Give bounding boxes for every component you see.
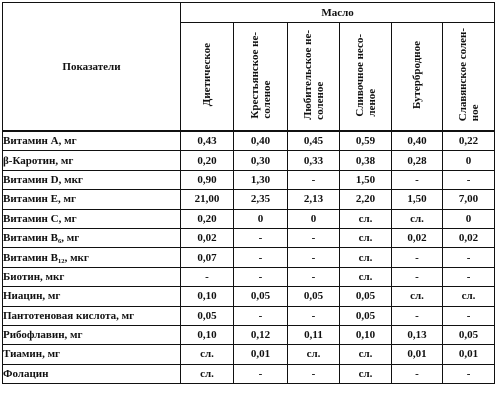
table-cell: 0,01 (392, 345, 443, 364)
row-label: Ниацин, мг (3, 287, 181, 306)
table-cell: - (234, 228, 288, 247)
table-cell: - (288, 170, 340, 189)
table-row (3, 248, 495, 267)
row-label: Витамин Е, мг (3, 190, 181, 209)
table-cell: 0,13 (392, 325, 443, 344)
table-cell: 0,20 (181, 151, 234, 170)
column-header (288, 23, 340, 132)
column-header-label: Любительское не- соленое (301, 30, 326, 120)
table-cell: 0,01 (234, 345, 288, 364)
table-cell: 0,10 (340, 325, 392, 344)
group-header-butter: Масло (181, 3, 495, 23)
table-cell: - (288, 248, 340, 267)
column-header (340, 23, 392, 132)
column-header-label: Диетическое (201, 43, 213, 107)
row-label: Рибофлавин, мг (3, 325, 181, 344)
row-label: Витамин B₆, мг (3, 228, 181, 247)
table-cell: сл. (443, 287, 495, 306)
table-cell: сл. (392, 209, 443, 228)
table-row (3, 151, 495, 170)
table-cell: - (392, 267, 443, 286)
table-cell: сл. (181, 364, 234, 383)
table-cell: 0,59 (340, 131, 392, 151)
column-header-label: Славянское солен- ное (456, 28, 481, 122)
table-cell: 0,12 (234, 325, 288, 344)
column-header (392, 23, 443, 132)
row-label: Фолацин (3, 364, 181, 383)
column-header (234, 23, 288, 132)
table-cell: 0 (443, 209, 495, 228)
table-cell: - (288, 267, 340, 286)
table-cell: 0,05 (234, 287, 288, 306)
table-cell: - (234, 248, 288, 267)
row-label: Тиамин, мг (3, 345, 181, 364)
table-cell: 2,35 (234, 190, 288, 209)
table-cell: - (392, 248, 443, 267)
table-cell: 0,30 (234, 151, 288, 170)
table-cell: - (443, 170, 495, 189)
table-cell: 0,05 (340, 287, 392, 306)
table-cell: 0,05 (181, 306, 234, 325)
table-cell: - (443, 364, 495, 383)
table-cell: 21,00 (181, 190, 234, 209)
table-cell: 7,00 (443, 190, 495, 209)
table-cell: сл. (181, 345, 234, 364)
column-header (443, 23, 495, 132)
table-cell: 0,10 (181, 325, 234, 344)
table-cell: 0,07 (181, 248, 234, 267)
table-cell: сл. (340, 248, 392, 267)
table-cell: сл. (340, 228, 392, 247)
row-label: Витамин С, мг (3, 209, 181, 228)
table-cell: 0,28 (392, 151, 443, 170)
table-row (3, 306, 495, 325)
table-cell: 0,02 (392, 228, 443, 247)
table-cell: 0,01 (443, 345, 495, 364)
table-cell: - (288, 228, 340, 247)
table-cell: 0,33 (288, 151, 340, 170)
table-row (3, 131, 495, 151)
table-row (3, 209, 495, 228)
table-cell: 0,05 (288, 287, 340, 306)
table-cell: 0,10 (181, 287, 234, 306)
table-cell: 0,90 (181, 170, 234, 189)
table-row (3, 170, 495, 189)
table-cell: 1,50 (340, 170, 392, 189)
table-cell: - (234, 267, 288, 286)
table-cell: сл. (340, 345, 392, 364)
table-cell: 0,05 (340, 306, 392, 325)
row-label: Витамин B₁₂, мкг (3, 248, 181, 267)
table-row (3, 190, 495, 209)
table-cell: 0,05 (443, 325, 495, 344)
table-cell: сл. (288, 345, 340, 364)
table-row (3, 364, 495, 383)
table-row (3, 287, 495, 306)
table-cell: 0,43 (181, 131, 234, 151)
table-cell: 2,13 (288, 190, 340, 209)
table-cell: сл. (340, 267, 392, 286)
row-label: Витамин А, мг (3, 131, 181, 151)
table-cell: - (392, 306, 443, 325)
column-header-label: Сливочное несо- леное (353, 33, 378, 117)
table-cell: 0,40 (234, 131, 288, 151)
table-cell: 0,45 (288, 131, 340, 151)
table-cell: - (443, 248, 495, 267)
table-cell: - (288, 364, 340, 383)
table-cell: 0 (288, 209, 340, 228)
table-cell: 0 (443, 151, 495, 170)
table-cell: 1,30 (234, 170, 288, 189)
table-cell: 0,02 (181, 228, 234, 247)
table-cell: 0,11 (288, 325, 340, 344)
table-cell: 1,50 (392, 190, 443, 209)
table-cell: - (181, 267, 234, 286)
row-label: Биотин, мкг (3, 267, 181, 286)
table-row (3, 325, 495, 344)
row-label: β-Каротин, мг (3, 151, 181, 170)
table-cell: - (288, 306, 340, 325)
table-cell: сл. (392, 287, 443, 306)
table-cell: 2,20 (340, 190, 392, 209)
table-cell: - (392, 364, 443, 383)
row-label: Пантотеновая кислота, мг (3, 306, 181, 325)
table-cell: - (443, 306, 495, 325)
table-cell: 0,02 (443, 228, 495, 247)
table-cell: сл. (340, 364, 392, 383)
table-row (3, 345, 495, 364)
table-cell: 0,40 (392, 131, 443, 151)
column-header-label: Крестьянское не- соленое (248, 31, 273, 119)
row-header-label: Показатели (3, 3, 181, 132)
column-header-label: Бутербродное (411, 41, 423, 109)
nutrient-table (2, 2, 495, 384)
table-row (3, 228, 495, 247)
table-body (3, 131, 495, 384)
table-cell: 0,22 (443, 131, 495, 151)
row-label: Витамин D, мкг (3, 170, 181, 189)
table-cell: - (234, 306, 288, 325)
table-cell: 0,38 (340, 151, 392, 170)
column-header (181, 23, 234, 132)
table-cell: сл. (340, 209, 392, 228)
table-cell: - (234, 364, 288, 383)
table-cell: 0 (234, 209, 288, 228)
table-cell: - (392, 170, 443, 189)
table-cell: 0,20 (181, 209, 234, 228)
table-cell: - (443, 267, 495, 286)
table-row (3, 267, 495, 286)
